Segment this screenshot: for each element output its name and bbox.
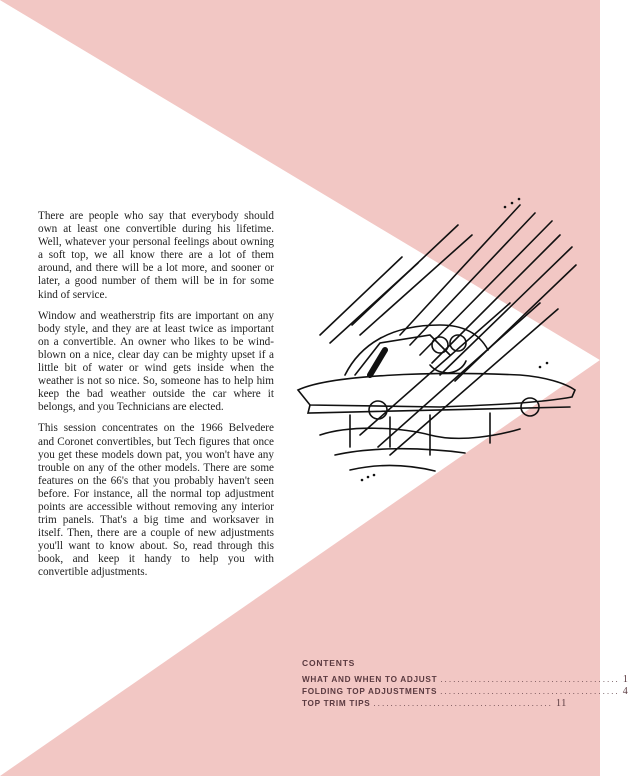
toc-leader: .......................................... [373, 699, 553, 708]
contents-title: CONTENTS [302, 658, 356, 668]
paragraph-1: There are people who say that everybody should own at least one convertible during his lifetime. Well, whatever your personal feelings about owning a soft top, we all know there are a lot of them around, and there will be a lot more, and sooner or later, a good number of them will be in for some kind of service. [38, 210, 274, 301]
toc-entry[interactable] [302, 686, 629, 698]
toc-entry-label: TOP TRIM TIPS [302, 699, 371, 708]
convertible-in-rain-illustration [290, 185, 580, 495]
paragraph-3: This session concentrates on the 1966 Belvedere and Coronet convertibles, but Tech figures that once you get these models down pat, you won't have any trouble on any of the other models. There are some features on the 66's that you probably haven't seen before. For instance, all the normal top adjustment points are accessible without removing any interior trim panels. That's a big time and worksaver in itself. Then, there are a couple of new adjustments you'll want to know about. So, read through this book, and keep it handy to help you with convertible adjustments. [38, 422, 274, 579]
toc-entry[interactable] [302, 698, 567, 710]
toc-entry-label: FOLDING TOP ADJUSTMENTS [302, 687, 438, 696]
toc-entry-page: 4 [622, 686, 629, 697]
paragraph-2: Window and weatherstrip fits are important on any body style, and they are at least twice as important on a convertible. An owner who likes to be wind-blown on a nice, clear day can be mighty upset if a little bit of water or wind gets inside when the weather is not so nice. So, someone has to help him keep the bad weather outside the car where it belongs, and you Technicians are elected. [38, 309, 274, 414]
toc-entry-page: 1 [622, 674, 629, 685]
toc-leader: .......................................... [440, 675, 620, 684]
intro-text [38, 210, 274, 588]
toc-entry[interactable] [302, 674, 629, 686]
toc-leader: .......................................... [440, 687, 620, 696]
toc-entry-page: 11 [555, 698, 567, 709]
table-of-contents [302, 658, 629, 710]
toc-entry-label: WHAT AND WHEN TO ADJUST [302, 675, 438, 684]
